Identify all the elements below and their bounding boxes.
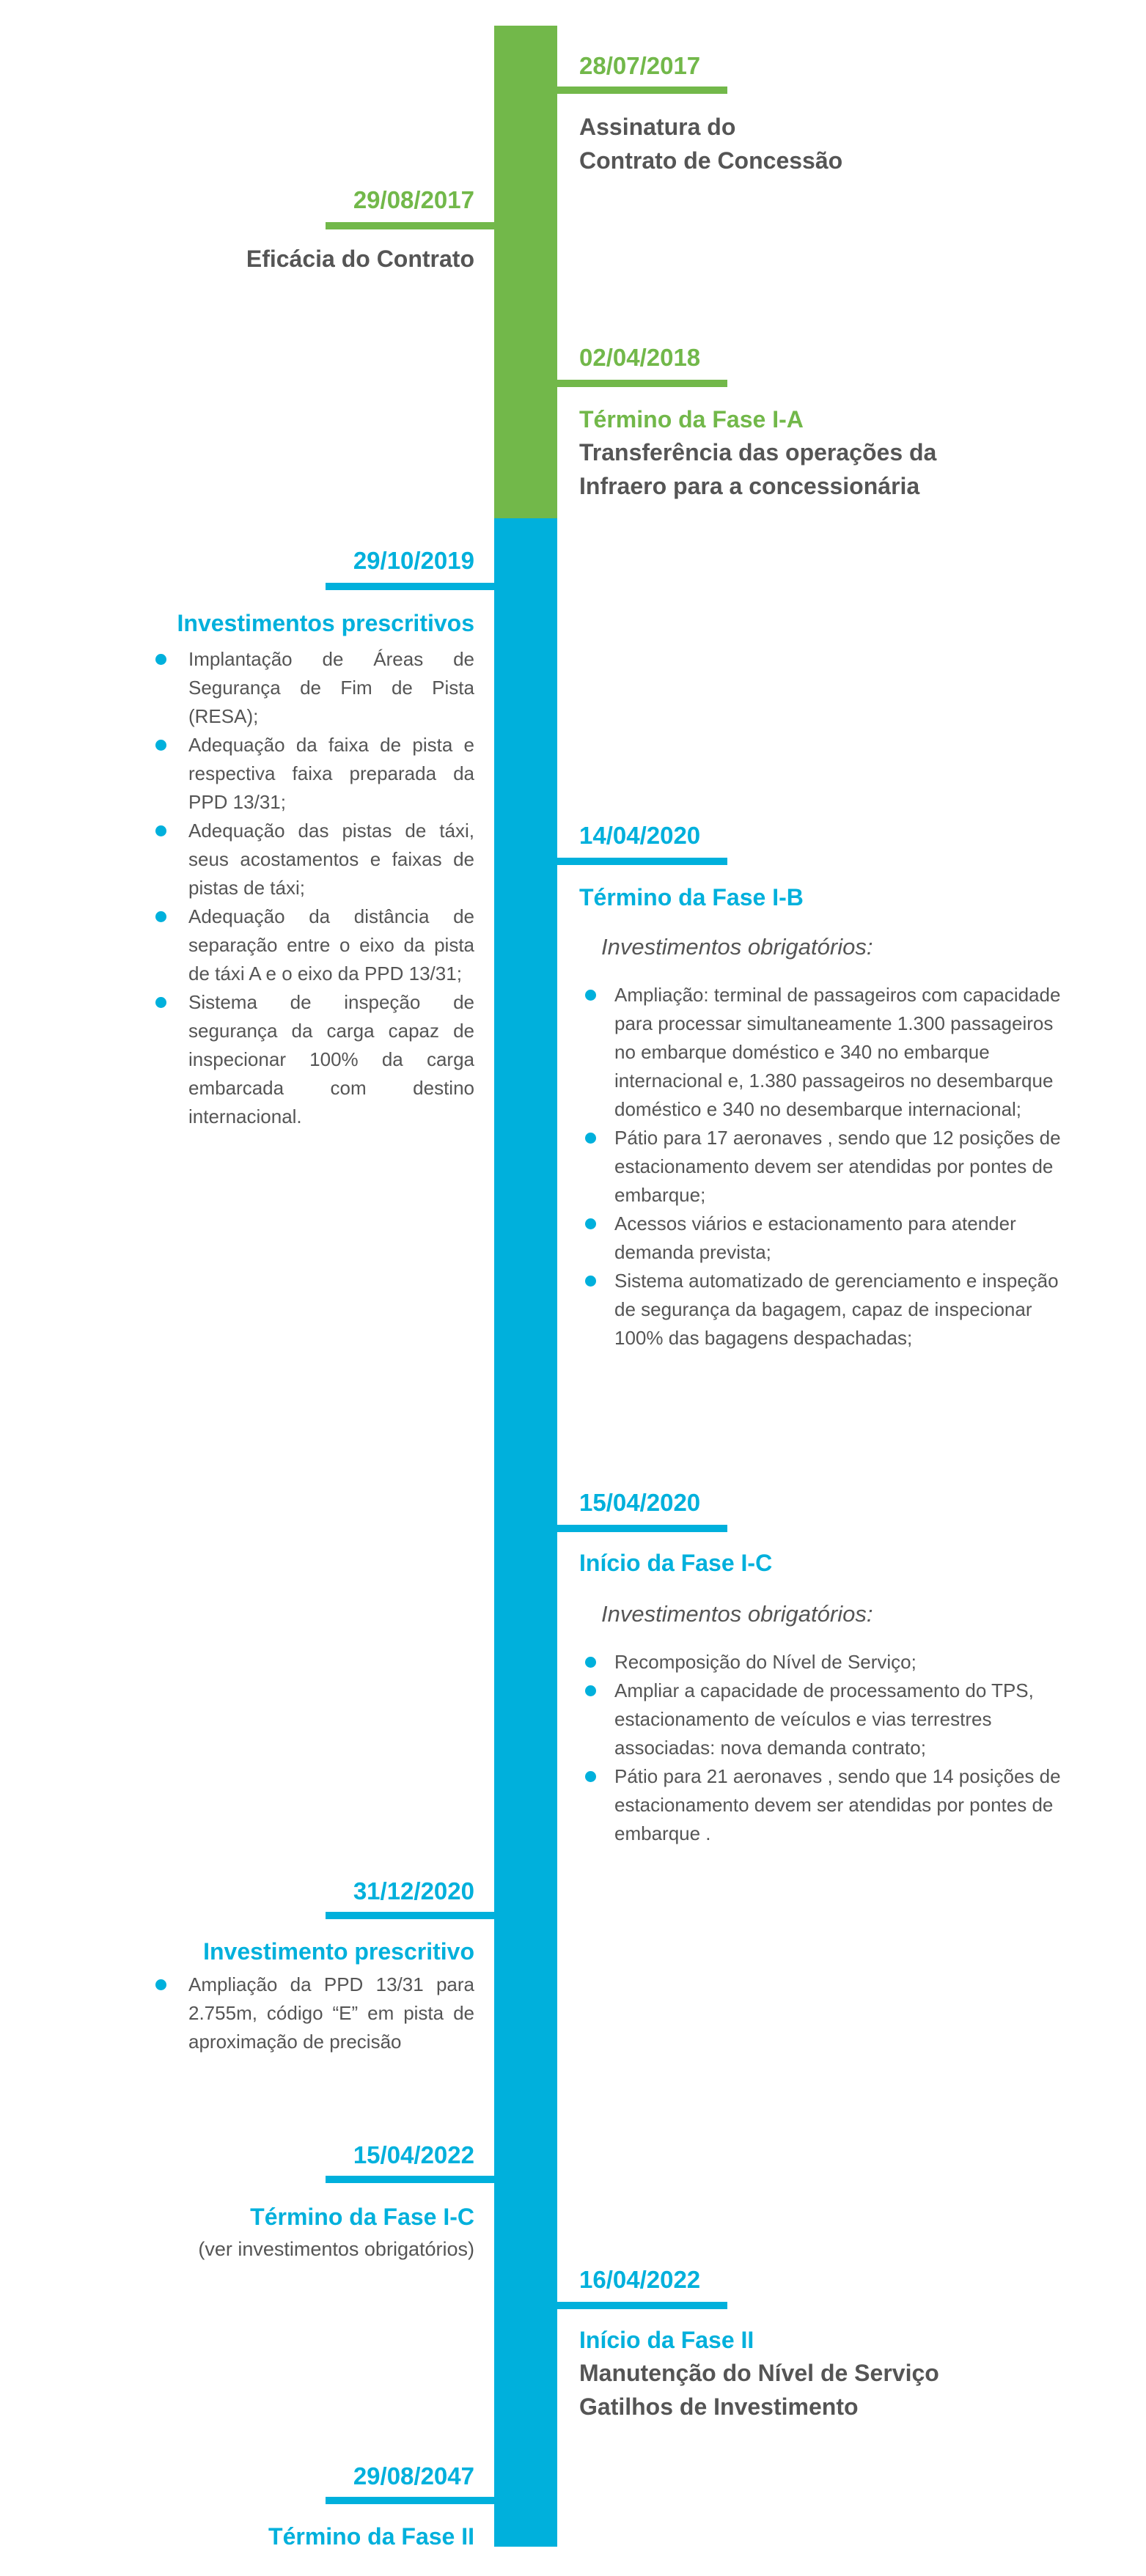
event-date: 29/08/2047 [353, 2462, 474, 2489]
event-description: Eficácia do Contrato [246, 246, 474, 272]
list-item: Ampliação da PPD 13/31 para 2.755m, código “E” em pista de aproximação de precisão [147, 1970, 474, 2056]
list-item: Adequação da distância de separação entre o eixo da pista de táxi A e o eixo da PPD 13/31; [147, 902, 474, 988]
event-date: 15/04/2022 [353, 2141, 474, 2168]
event-connector [557, 858, 727, 865]
event-heading: Término da Fase I-A [579, 406, 804, 433]
description-line: Transferência das operações da [579, 439, 937, 465]
investment-list [147, 645, 474, 1131]
investment-list [147, 1970, 474, 2056]
event-note: (ver investimentos obrigatórios) [198, 2238, 474, 2260]
event-date: 14/04/2020 [579, 822, 701, 849]
description-line: Infraero para a concessionária [579, 473, 920, 499]
list-item: Acessos viários e estacionamento para atender demanda prevista; [579, 1210, 1070, 1267]
event-date: 15/04/2020 [579, 1489, 701, 1516]
description-line: Assinatura do [579, 114, 736, 140]
timeline-phase1-bar [494, 26, 557, 518]
event-description [579, 2356, 1092, 2424]
list-item: Ampliação: terminal de passageiros com capacidade para processar simultaneamente 1.300 passageiros no embarque doméstico e 340 no embarque internacional e, 1.380 passageiros no desembarque doméstico e 340 no desembarque internacional; [579, 981, 1070, 1124]
event-connector [326, 2497, 494, 2504]
event-date: 29/08/2017 [353, 186, 474, 213]
event-connector [326, 1912, 494, 1919]
timeline-phase2-bar [494, 518, 557, 2547]
investment-list [579, 1648, 1070, 1848]
event-date: 16/04/2022 [579, 2266, 701, 2293]
event-heading: Investimentos prescritivos [177, 610, 474, 636]
description-line: Gatilhos de Investimento [579, 2393, 859, 2420]
event-description [579, 110, 1092, 177]
event-connector [557, 2302, 727, 2309]
event-date: 02/04/2018 [579, 344, 701, 371]
event-connector [326, 583, 494, 590]
list-item: Ampliar a capacidade de processamento do TPS, estacionamento de veículos e vias terrestres associadas: nova demanda contrato; [579, 1677, 1070, 1762]
event-subheading: Investimentos obrigatórios: [601, 1601, 873, 1627]
event-connector [557, 87, 727, 94]
event-heading: Término da Fase I-B [579, 884, 804, 910]
event-connector [557, 1525, 727, 1532]
event-subheading: Investimentos obrigatórios: [601, 934, 873, 960]
investment-list [579, 981, 1070, 1353]
list-item: Implantação de Áreas de Segurança de Fim de Pista (RESA); [147, 645, 474, 731]
description-line: Contrato de Concessão [579, 147, 843, 174]
event-connector [326, 222, 494, 229]
event-heading: Término da Fase II [268, 2523, 474, 2550]
event-date: 31/12/2020 [353, 1877, 474, 1905]
event-date: 28/07/2017 [579, 52, 701, 79]
list-item: Sistema automatizado de gerenciamento e inspeção de segurança da bagagem, capaz de inspecionar 100% das bagagens despachadas; [579, 1267, 1070, 1353]
list-item: Pátio para 21 aeronaves , sendo que 14 posições de estacionamento devem ser atendidas por pontes de embarque . [579, 1762, 1070, 1848]
list-item: Adequação das pistas de táxi, seus acostamentos e faixas de pistas de táxi; [147, 817, 474, 902]
description-line: Manutenção do Nível de Serviço [579, 2360, 939, 2386]
event-heading: Início da Fase II [579, 2327, 754, 2353]
event-connector [326, 2176, 494, 2183]
list-item: Pátio para 17 aeronaves , sendo que 12 posições de estacionamento devem ser atendidas por pontes de embarque; [579, 1124, 1070, 1210]
list-item: Adequação da faixa de pista e respectiva faixa preparada da PPD 13/31; [147, 731, 474, 817]
event-connector [557, 380, 727, 387]
event-heading: Término da Fase I-C [250, 2204, 474, 2230]
list-item: Sistema de inspeção de segurança da carga capaz de inspecionar 100% da carga embarcada com destino internacional. [147, 988, 474, 1131]
list-item: Recomposição do Nível de Serviço; [579, 1648, 1070, 1677]
event-heading: Investimento prescritivo [203, 1938, 474, 1965]
event-date: 29/10/2019 [353, 547, 474, 574]
event-description [579, 435, 1092, 503]
event-heading: Início da Fase I-C [579, 1550, 773, 1576]
